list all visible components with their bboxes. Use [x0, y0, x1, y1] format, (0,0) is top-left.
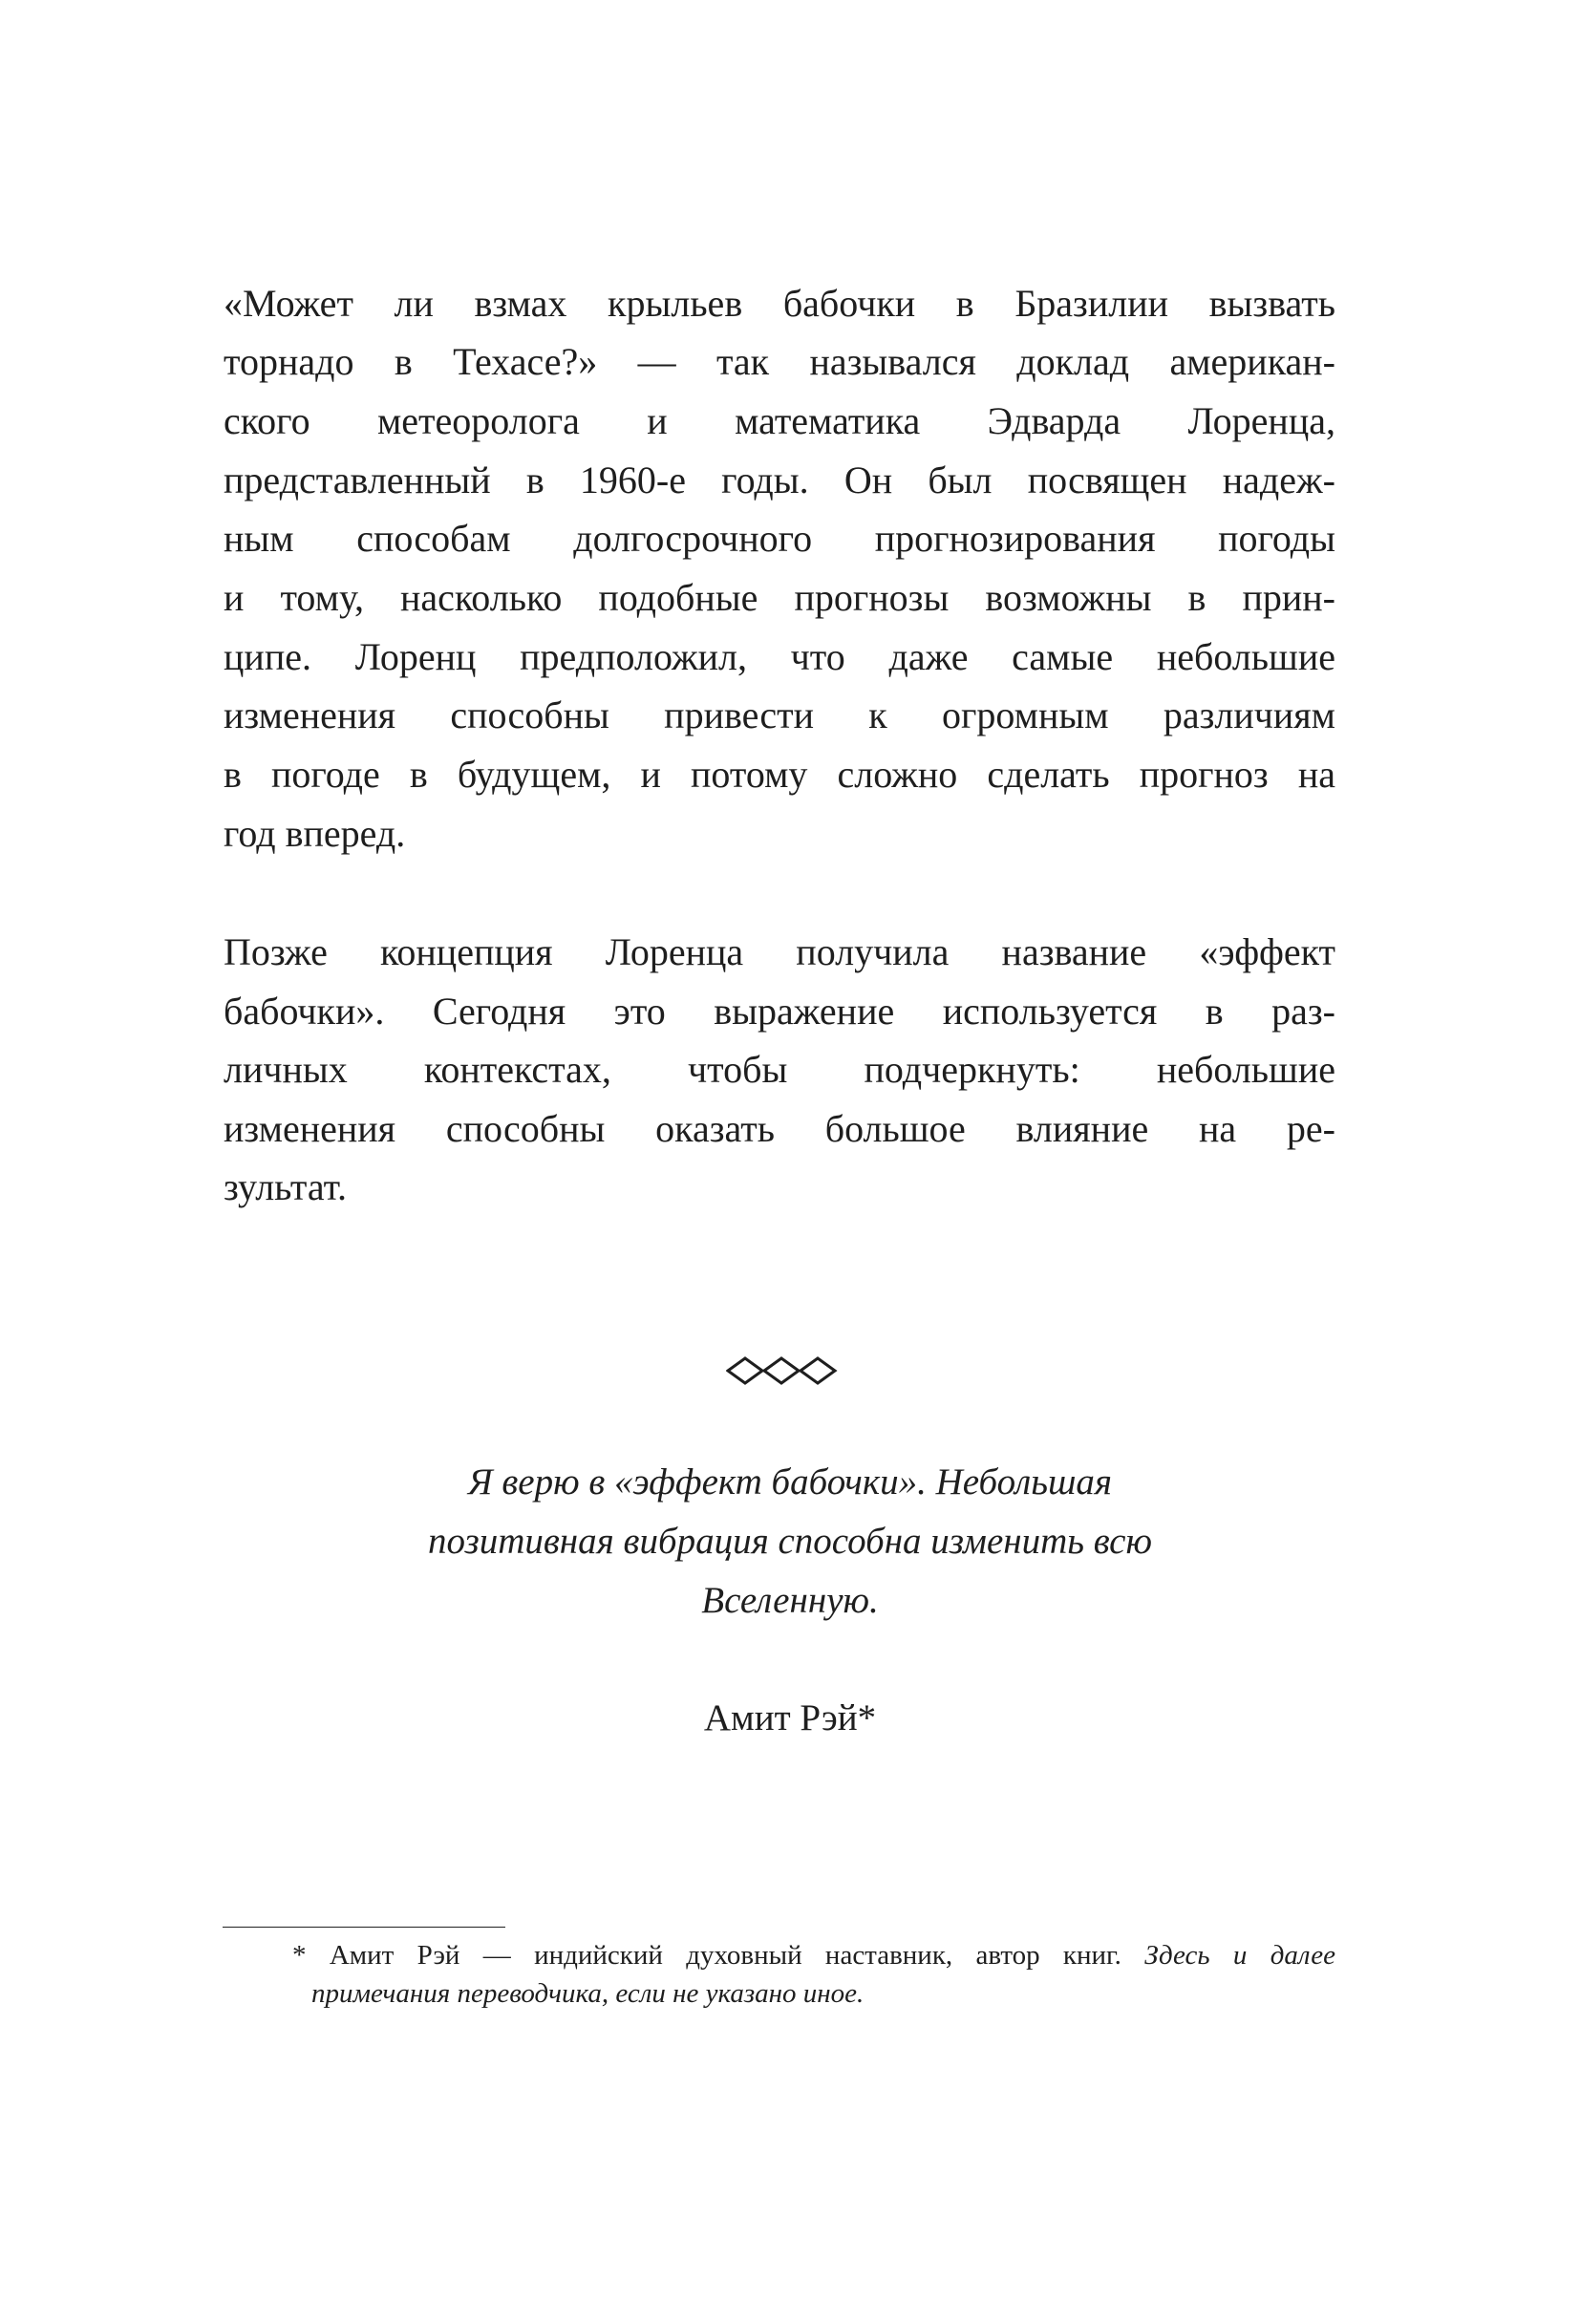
footnote-italic-text: Здесь и далее — [1144, 1940, 1336, 1971]
epigraph-line: Вселенную. — [701, 1580, 879, 1621]
epigraph-author: Амит Рэй* — [703, 1697, 877, 1738]
epigraph-line: Я верю в «эффект бабочки». Небольшая — [467, 1461, 1113, 1503]
footnote-line — [292, 1936, 1335, 1974]
text-line: ципе. Лоренц предположил, что даже самые небольшие — [224, 635, 1335, 678]
three-diamonds-separator-icon — [726, 1356, 839, 1385]
text-line: изменения способны оказать большое влияние на ре- — [224, 1107, 1335, 1150]
text-line: Позже концепция Лоренца получила название «эффект — [224, 930, 1335, 973]
text-line: ского метеоролога и математика Эдварда Лоренца, — [224, 399, 1335, 442]
text-line: представленный в 1960-е годы. Он был посвящен надеж- — [224, 458, 1335, 501]
text-line: в погоде в будущем, и потому сложно сделать прогноз на — [224, 753, 1335, 796]
text-line: и тому, насколько подобные прогнозы возможны в прин- — [224, 576, 1335, 619]
epigraph-line: позитивная вибрация способна изменить всю — [428, 1521, 1152, 1562]
text-line: личных контекстах, чтобы подчеркнуть: небольшие — [224, 1048, 1335, 1091]
footnote-text: * Амит Рэй — индийский духовный наставник, автор книг. — [292, 1940, 1121, 1971]
text-line: изменения способны привести к огромным различиям — [224, 693, 1335, 736]
footnote-line: примечания переводчика, если не указано иное. — [311, 1978, 865, 2009]
text-line: год вперед. — [224, 812, 406, 855]
text-line: торнадо в Техасе?» — так назывался доклад американ- — [224, 340, 1335, 383]
text-line: ным способам долгосрочного прогнозирования погоды — [224, 517, 1335, 560]
text-line: зультат. — [224, 1165, 348, 1208]
text-line: бабочки». Сегодня это выражение используется в раз- — [224, 990, 1335, 1033]
footnote-divider — [223, 1927, 505, 1928]
text-line: «Может ли взмах крыльев бабочки в Бразилии вызвать — [224, 282, 1335, 325]
